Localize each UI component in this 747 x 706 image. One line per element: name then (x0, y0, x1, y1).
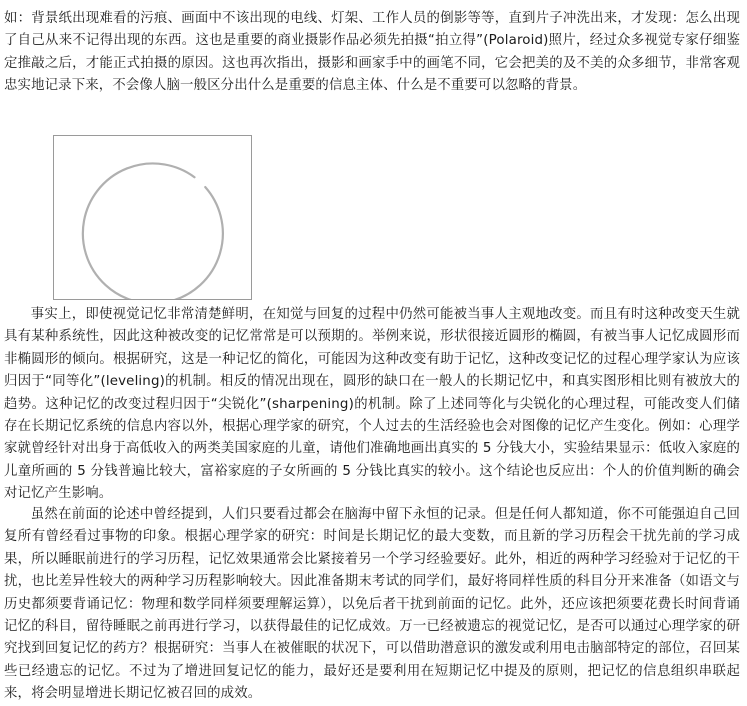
broken-circle-illustration (54, 136, 251, 299)
broken-circle-figure (53, 135, 252, 300)
article (4, 8, 740, 702)
paragraph-memory-distortion: 事实上，即使视觉记忆非常清楚鲜明，在知觉与回复的过程中仍然可能被当事人主观地改变。而且有时这种改变天生就具有某种系统性，因此这种被改变的记忆常常是可以预期的。举例来说，形状很接近圆形的椭圆，有被当事人记忆成圆形而非椭圆形的倾向。根据研究，这是一种记忆的简化，可能因为这种改变有助于记忆，这种改变记忆的过程心理学家认为应该归因于“同等化”(leveling)的机制。相反的情况出现在，圆形的缺口在一般人的长期记忆中，和真实图形相比则有被放大的趋势。这种记忆的改变过程归因于“尖锐化”(sharpening)的机制。除了上述同等化与尖锐化的心理过程，可能改变人们储存在长期记忆系统的信息内容以外，根据心理学家的研究，个人过去的生活经验也会对图像的记忆产生变化。例如：心理学家就曾经针对出身于高低收入的两类美国家庭的儿童，请他们准确地画出真实的 5 分钱大小，实验结果显示：低收入家庭的儿童所画的 5 分钱普遍比较大，富裕家庭的子女所画的 5 分钱比真实的较小。这个结论也反应出：个人的价值判断的确会对记忆产生影响。 (4, 307, 740, 502)
paragraph-memory-recall: 虽然在前面的论述中曾经提到，人们只要看过都会在脑海中留下永恒的记录。但是任何人都知道，你不可能强迫自己回复所有曾经看过事物的印象。根据心理学家的研究：时间是长期记忆的最大变数，而且新的学习历程会干扰先前的学习成果，所以睡眠前进行的学习历程，记忆效果通常会比紧接着另一个学习经验要好。此外，相近的两种学习经验对于记忆的干扰，也比差异性较大的两种学习历程影响较大。因此准备期末考试的同学们，最好将同样性质的科目分开来准备（如语文与历史都须要背诵记忆：物理和数学同样须要理解运算），以免后者干扰到前面的记忆。此外，还应该把须要花费长时间背诵记忆的科目，留待睡眠之前再进行学习，以获得最佳的记忆成效。万一已经被遗忘的视觉记忆，是否可以通过心理学家的研究找到回复记忆的药方？根据研究：当事人在被催眠的状况下，可以借助潜意识的激发或利用电击脑部特定的部位，召回某些已经遗忘的记忆。不过为了增进回复记忆的能力，最好还是要利用在短期记忆中提及的原则，把记忆的信息组织串联起来，将会明显增进长期记忆被召回的成效。 (4, 507, 740, 702)
broken-circle-arc (83, 163, 223, 299)
paragraph-background-details: 如：背景纸出现难看的污痕、画面中不该出现的电线、灯架、工作人员的倒影等等，直到片子冲洗出来，才发现：怎么出现了自己从来不记得出现的东西。这也是重要的商业摄影作品必须先拍摄“拍立得”(Polaroid)照片，经过众多视觉专家仔细鉴定推敲之后，才能正式拍摄的原因。这也再次指出，摄影和画家手中的画笔不同，它会把美的及不美的众多细节，非常客观忠实地记录下来，不会像人脑一般区分出什么是重要的信息主体、什么是不重要可以忽略的背景。 (4, 11, 740, 94)
